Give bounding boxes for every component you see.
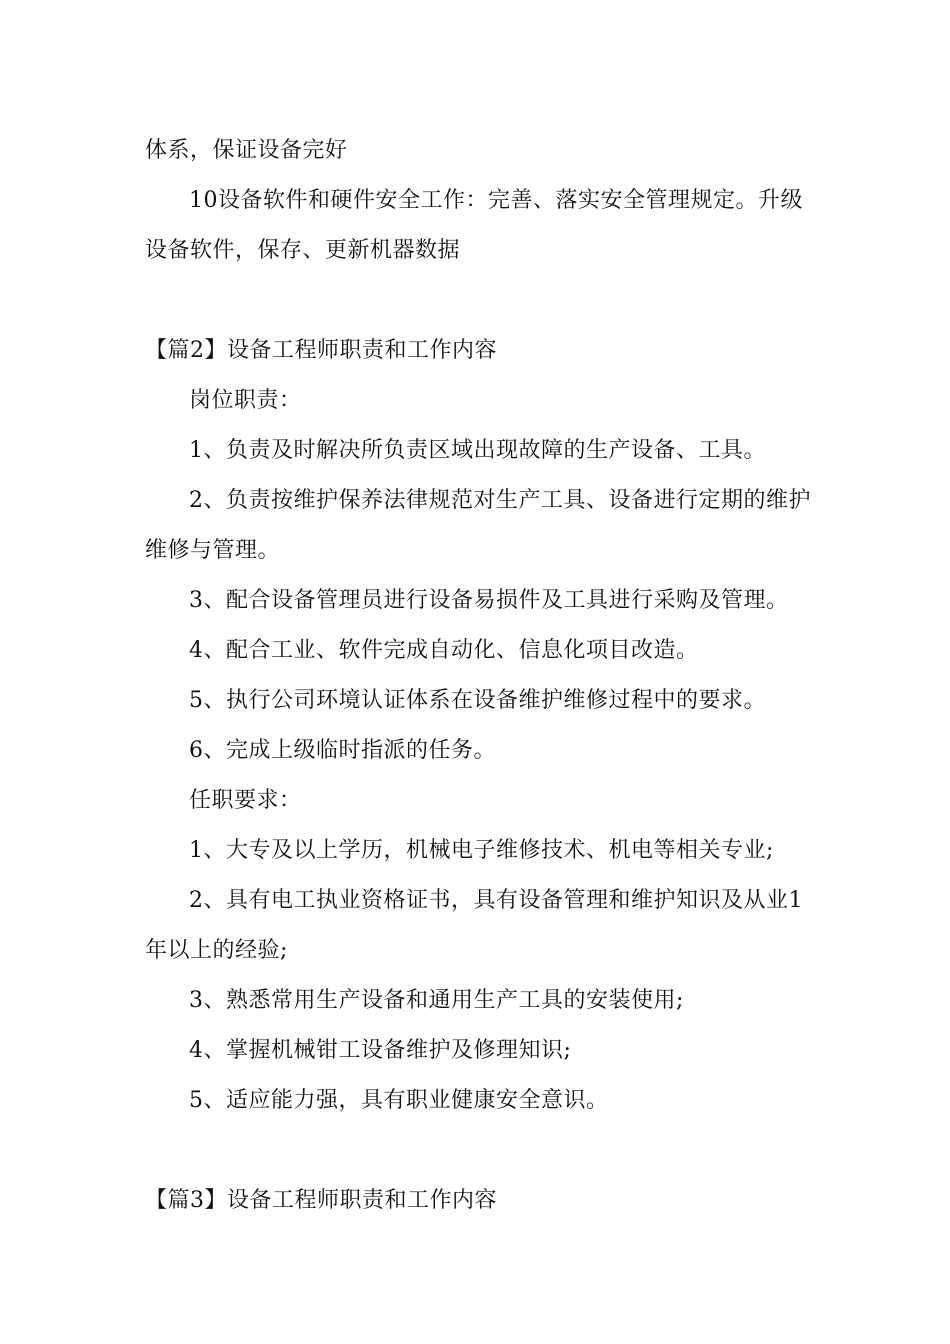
paragraph-line: 体系，保证设备完好 <box>145 138 348 163</box>
duties-title: 岗位职责： <box>189 388 302 413</box>
paragraph-line: 10设备软件和硬件安全工作：完善、落实安全管理规定。升级 <box>189 188 803 213</box>
requirement-item: 2、具有电工执业资格证书，具有设备管理和维护知识及从业1 <box>189 888 803 913</box>
requirement-item: 4、掌握机械钳工设备维护及修理知识; <box>189 1038 572 1063</box>
duty-item: 5、执行公司环境认证体系在设备维护维修过程中的要求。 <box>189 688 766 713</box>
section-heading-3: 【篇3】设备工程师职责和工作内容 <box>145 1188 497 1213</box>
section-heading-2: 【篇2】设备工程师职责和工作内容 <box>145 338 497 363</box>
requirement-item-continuation: 年以上的经验; <box>145 938 288 963</box>
duty-item-continuation: 维修与管理。 <box>145 538 281 563</box>
requirements-title: 任职要求： <box>189 788 302 813</box>
duty-item: 6、完成上级临时指派的任务。 <box>189 738 496 763</box>
duty-item: 3、配合设备管理员进行设备易损件及工具进行采购及管理。 <box>189 588 789 613</box>
paragraph-line: 设备软件，保存、更新机器数据 <box>145 238 461 263</box>
requirement-item: 1、大专及以上学历，机械电子维修技术、机电等相关专业; <box>189 838 774 863</box>
duty-item: 1、负责及时解决所负责区域出现故障的生产设备、工具。 <box>189 438 766 463</box>
requirement-item: 3、熟悉常用生产设备和通用生产工具的安装使用; <box>189 988 684 1013</box>
duty-item: 4、配合工业、软件完成自动化、信息化项目改造。 <box>189 638 699 663</box>
requirement-item: 5、适应能力强，具有职业健康安全意识。 <box>189 1088 609 1113</box>
duty-item: 2、负责按维护保养法律规范对生产工具、设备进行定期的维护 <box>189 488 811 513</box>
